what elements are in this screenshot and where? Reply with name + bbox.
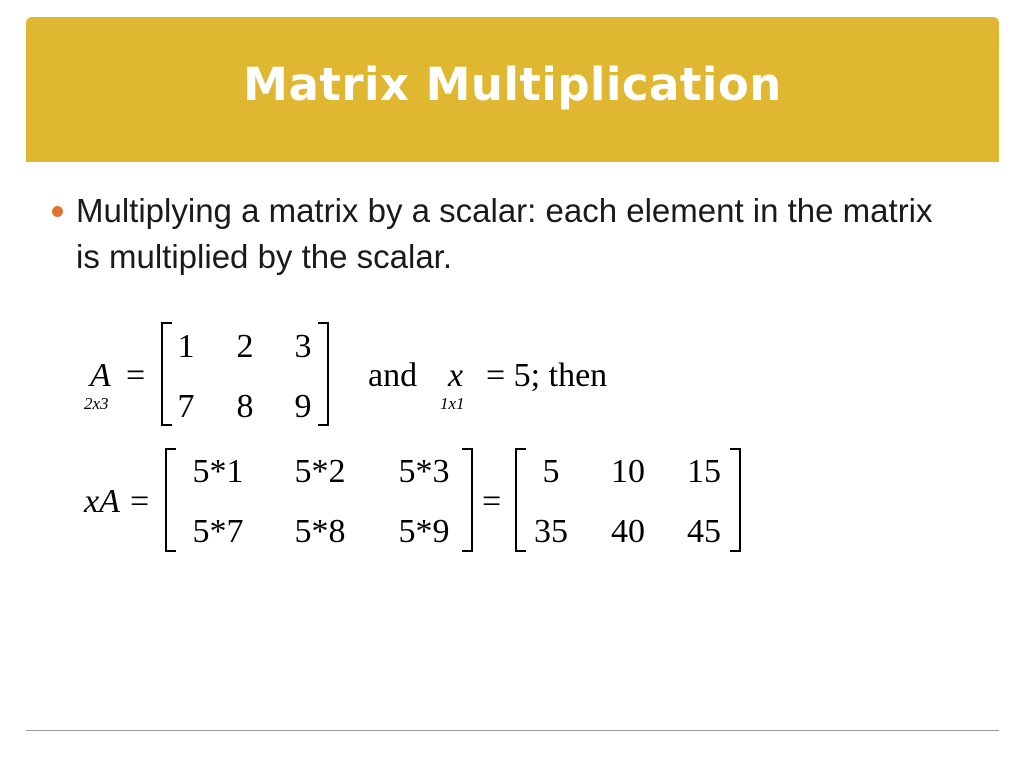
- product-cell: 5*8: [294, 513, 346, 550]
- matrix-a-cell: 3: [294, 328, 312, 365]
- result-left-bracket: [516, 449, 526, 551]
- products-left-bracket: [166, 449, 176, 551]
- product-cell: 5*2: [294, 453, 346, 490]
- result-cell: 5: [542, 453, 560, 490]
- product-cell: 5*1: [192, 453, 244, 490]
- scalar-x-dims: 1x1: [440, 394, 465, 413]
- matrix-a-cell: 7: [177, 388, 195, 425]
- equation-2: [83, 449, 740, 551]
- matrix-a-name: A: [90, 357, 111, 394]
- footer-divider: [26, 730, 999, 731]
- product-lhs: xA: [84, 483, 120, 520]
- scalar-x-name: x: [448, 357, 464, 394]
- conjunction-and: and: [368, 357, 418, 394]
- matrix-a-right-bracket: [318, 323, 328, 425]
- equation-2-equals: =: [130, 483, 150, 520]
- matrix-a-cell: 2: [236, 328, 254, 365]
- product-cell: 5*7: [192, 513, 244, 550]
- matrix-a-cell: 8: [236, 388, 254, 425]
- bullet-text: Multiplying a matrix by a scalar: each element in the matrix is multiplied by the scalar.: [76, 192, 933, 275]
- product-cell: 5*9: [398, 513, 450, 550]
- equation-2-equals-result: =: [482, 483, 502, 520]
- matrix-a-dims: 2x3: [84, 394, 109, 413]
- result-cell: 35: [534, 513, 568, 550]
- product-cell: 5*3: [398, 453, 450, 490]
- result-cell: 15: [687, 453, 721, 490]
- result-right-bracket: [730, 449, 740, 551]
- matrix-a-left-bracket: [162, 323, 172, 425]
- matrix-a-cell: 9: [294, 388, 312, 425]
- matrix-a-cell: 1: [177, 328, 195, 365]
- products-right-bracket: [462, 449, 472, 551]
- result-cell: 40: [611, 513, 645, 550]
- result-cell: 10: [611, 453, 645, 490]
- scalar-value-then: = 5; then: [486, 357, 608, 394]
- equation-1: [84, 323, 607, 425]
- slide-title: Matrix Multiplication: [243, 58, 782, 111]
- equation-1-equals: =: [126, 357, 146, 394]
- result-cell: 45: [687, 513, 721, 550]
